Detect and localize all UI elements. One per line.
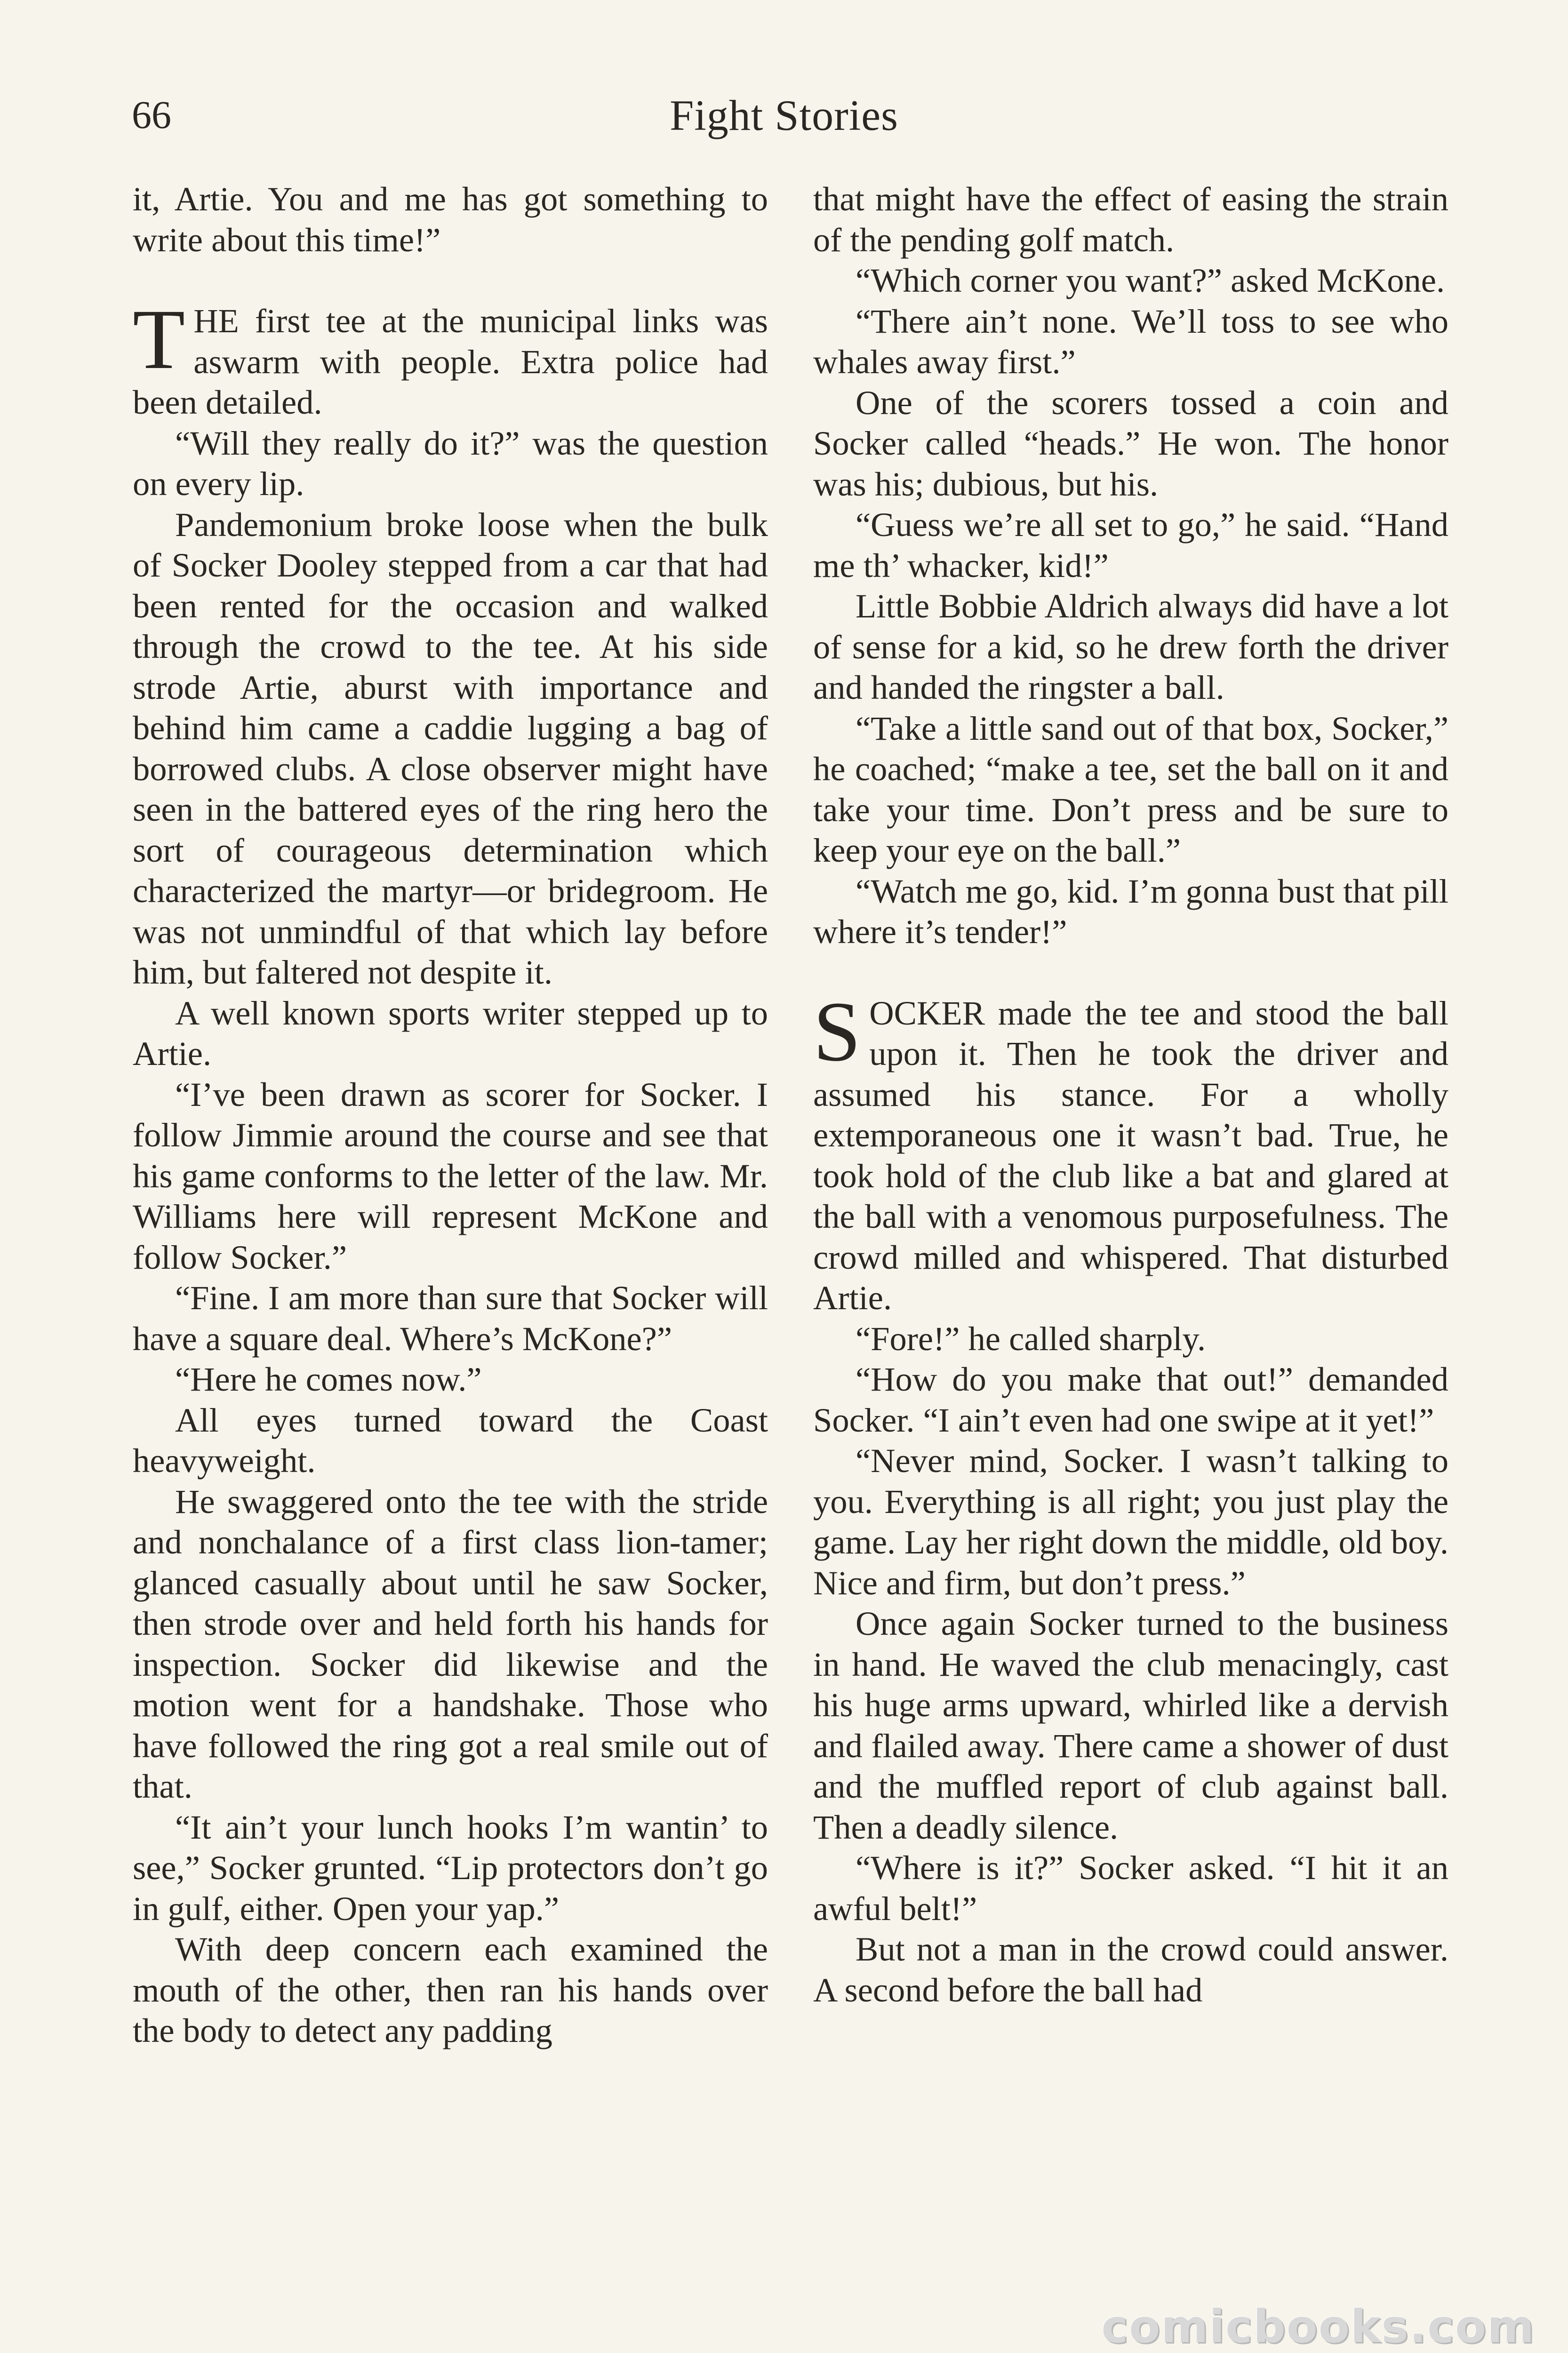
paragraph: “There ain’t none. We’ll toss to see who whales away first.”	[813, 302, 1448, 381]
paragraph-dropcap	[133, 292, 768, 423]
paragraph: “Which corner you want?” asked McKone.	[856, 261, 1445, 299]
paragraph: “It ain’t your lunch hooks I’m wantin’ to see,” Socker grunted. “Lip protectors don’t go in gulf, either. Open your yap.”	[133, 1808, 768, 1928]
paragraph: it, Artie. You and me has got something to write about this time!”	[133, 180, 768, 259]
paragraph: “Here he comes now.”	[175, 1360, 482, 1398]
paragraph: A well known sports writer stepped up to Artie.	[133, 993, 768, 1072]
paragraph: He swaggered onto the tee with the stride and nonchalance of a first class lion-tamer; glanced casually about until he saw Socker, then strode over and held forth his hands for inspection. Socker did likewise and the motion went for a handshake. Those who have followed the ring got a real smile out of that.	[133, 1482, 768, 1805]
drop-cap: S	[813, 984, 861, 1079]
paragraph: All eyes turned toward the Coast heavyweight.	[133, 1401, 768, 1480]
paragraph: “Where is it?” Socker asked. “I hit it an awful belt!”	[813, 1849, 1448, 1928]
paragraph: Little Bobbie Aldrich always did have a lot of sense for a kid, so he drew forth the driver and handed the ringster a ball.	[813, 587, 1448, 706]
watermark: comicbooks.com	[1101, 2300, 1535, 2353]
drop-cap: T	[133, 292, 185, 387]
paragraph: “Will they really do it?” was the question on every lip.	[133, 424, 768, 503]
paragraph: Pandemonium broke loose when the bulk of Socker Dooley stepped from a car that had been rented for the occasion and walked through the crowd to the tee. At his side strode Artie, aburst with importance and behind him came a caddie lugging a bag of borrowed clubs. A close observer might have seen in the battered eyes of the ring hero the sort of courageous determination which characterized the martyr—or bridegroom. He was not unmindful of that which lay before him, but faltered not despite it.	[133, 505, 768, 991]
paragraph: “I’ve been drawn as scorer for Socker. I follow Jimmie around the course and see that his game conforms to the letter of the law. Mr. Williams here will represent McKone and follow Socker.”	[133, 1075, 768, 1276]
left-column	[133, 179, 768, 2051]
paragraph: “Guess we’re all set to go,” he said. “Hand me th’ whacker, kid!”	[813, 505, 1448, 584]
paragraph: that might have the effect of easing the strain of the pending golf match.	[813, 180, 1448, 259]
page-number: 66	[132, 93, 171, 137]
paragraph-text: HE first tee at the municipal links was aswarm with people. Extra police had been detailed.	[133, 302, 768, 421]
right-column	[813, 179, 1448, 2010]
paragraph: With deep concern each examined the mouth of the other, then ran his hands over the body to detect any padding	[133, 1930, 768, 2049]
running-title: Fight Stories	[670, 91, 898, 139]
paragraph: “Take a little sand out of that box, Socker,” he coached; “make a tee, set the ball on it and take your time. Don’t press and be sure to keep your eye on the ball.”	[813, 709, 1448, 869]
paragraph-dropcap	[813, 984, 1448, 1319]
paragraph: “Fine. I am more than sure that Socker will have a square deal. Where’s McKone?”	[133, 1279, 768, 1358]
paragraph: One of the scorers tossed a coin and Socker called “heads.” He won. The honor was his; dubious, but his.	[813, 383, 1448, 503]
paragraph: “Fore!” he called sharply.	[856, 1319, 1206, 1358]
paragraph: “Watch me go, kid. I’m gonna bust that pill where it’s tender!”	[813, 872, 1448, 951]
paragraph: Once again Socker turned to the business in hand. He waved the club menacingly, cast his huge arms upward, whirled like a dervish and flailed away. There came a shower of dust and the muffled report of club against ball. Then a deadly silence.	[813, 1604, 1448, 1846]
page-header	[0, 87, 1568, 148]
paragraph: “Never mind, Socker. I wasn’t talking to you. Everything is all right; you just play the game. Lay her right down the middle, old boy. Nice and firm, but don’t press.”	[813, 1441, 1448, 1602]
paragraph: But not a man in the crowd could answer. A second before the ball had	[813, 1930, 1448, 2009]
paragraph-text: OCKER made the tee and stood the ball upon it. Then he took the driver and assumed his stance. For a wholly extemporaneous one it wasn’t bad. True, he took hold of the club like a bat and glared at the ball with a venomous purposefulness. The crowd milled and whispered. That disturbed Artie.	[813, 993, 1448, 1317]
paragraph: “How do you make that out!” demanded Socker. “I ain’t even had one swipe at it yet!”	[813, 1360, 1448, 1439]
